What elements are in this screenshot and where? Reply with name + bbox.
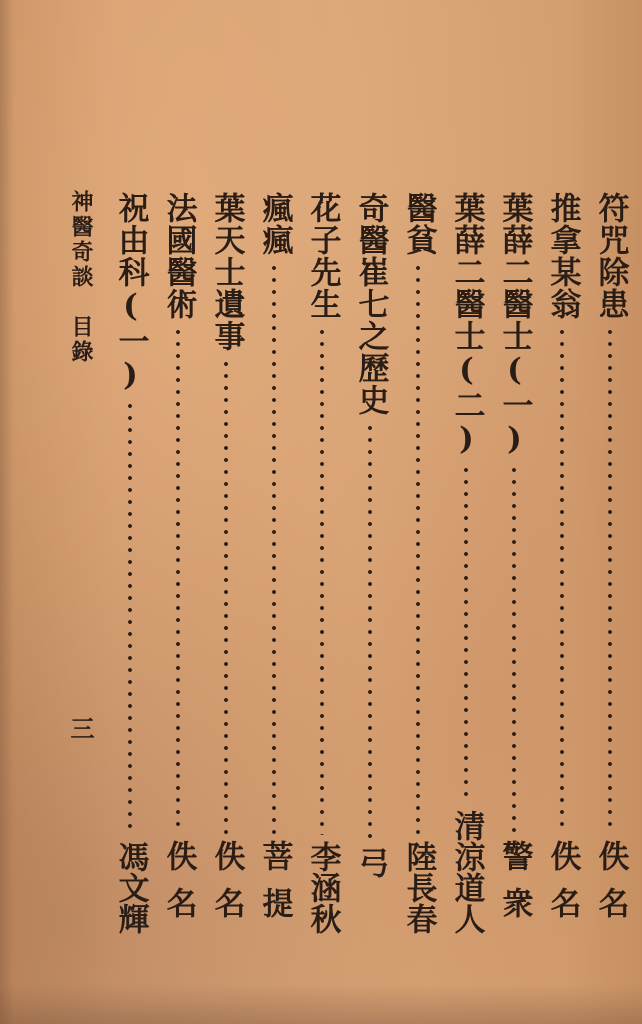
toc-dot-leader: [128, 400, 132, 835]
toc-author: 佚名: [592, 840, 629, 934]
toc-entry-8: [254, 192, 294, 934]
toc-author: 清涼道人: [448, 810, 485, 934]
toc-author: 李涵秋: [304, 841, 341, 934]
toc-author: 馮文輝: [112, 841, 149, 934]
toc-title: 法國醫術: [160, 192, 197, 320]
toc-title: 葉天士遺事: [208, 192, 245, 352]
running-head: 神醫奇談 目錄: [68, 190, 94, 365]
toc-dot-leader: [560, 326, 564, 834]
toc-author: 陸長春: [400, 841, 437, 934]
toc-title: 祝由科(一): [112, 192, 149, 394]
toc-dot-leader: [272, 262, 276, 834]
toc-title: 奇醫崔七之歷史: [352, 192, 389, 416]
toc-author: 佚名: [160, 840, 197, 934]
toc-entry-4: [446, 192, 486, 934]
toc-entry-1: [590, 192, 630, 934]
toc-entry-2: [542, 192, 582, 934]
toc-author: 菩提: [256, 840, 293, 934]
toc-title: 瘋瘋: [256, 192, 293, 256]
toc-author: 警衆: [496, 840, 533, 934]
toc-dot-leader: [224, 358, 228, 834]
toc-dot-leader: [176, 326, 180, 834]
toc-dot-leader: [512, 464, 516, 834]
toc-dot-leader: [416, 262, 420, 835]
toc-entry-3: [494, 192, 534, 934]
page-bottom-shadow: [0, 984, 642, 1024]
page-left-shadow: [0, 0, 14, 1024]
toc-dot-leader: [464, 464, 468, 804]
toc-entry-6: [350, 192, 390, 934]
toc-dot-leader: [320, 326, 324, 835]
toc-dot-leader: [368, 422, 372, 841]
toc-title: 醫貧: [400, 192, 437, 256]
toc-entry-7: [302, 192, 342, 934]
toc-title: 葉薛二醫士(一): [496, 192, 533, 458]
toc-entry-11: [110, 192, 150, 934]
toc-entry-9: [206, 192, 246, 934]
toc-title: 推拿某翁: [544, 192, 581, 320]
page-number: 三: [66, 716, 95, 740]
toc-title: 花子先生: [304, 192, 341, 320]
toc-entry-10: [158, 192, 198, 934]
toc-title: 符咒除患: [592, 192, 629, 320]
toc-title: 葉薛二醫士(二): [448, 192, 485, 458]
toc-author: 佚名: [544, 840, 581, 934]
toc-dot-leader: [608, 326, 612, 834]
toc-author: 佚名: [208, 840, 245, 934]
toc-author: 弓: [352, 847, 389, 878]
toc-entry-5: [398, 192, 438, 934]
